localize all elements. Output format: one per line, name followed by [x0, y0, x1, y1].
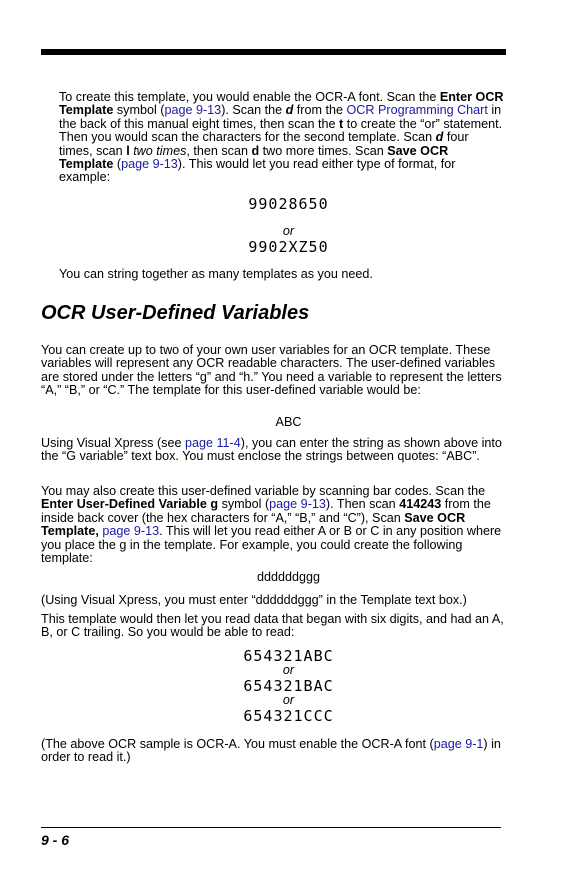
top-rule — [41, 49, 506, 55]
page-link[interactable]: page 9-13 — [102, 524, 160, 539]
variables-paragraph: You can create up to two of your own user variables for an OCR template. These variables will represent any OCR readable characters. The user-defined variables are stored under the letters “g” and “h.” You need a variable to represent the letters “A,” “B,” or “C.” The template for this user-defined variable would be: — [41, 343, 502, 398]
ocr-note-paragraph: (The above OCR sample is OCR-A. You must enable the OCR-A font (page 9-1) in order to read it.) — [41, 737, 501, 765]
ocr-chart-link[interactable]: OCR Programming Chart — [346, 103, 488, 118]
visual-xpress-note: (Using Visual Xpress, you must enter “ddddddggg” in the Template text box.) — [41, 593, 467, 607]
page-link[interactable]: page 9-1 — [433, 737, 484, 751]
page-link[interactable]: page 9-13 — [269, 497, 326, 512]
section-heading: OCR User-Defined Variables — [41, 302, 310, 324]
page-link[interactable]: page 11-4 — [184, 436, 241, 450]
page-link[interactable]: page 9-13 — [121, 157, 178, 172]
page-number: 9 - 6 — [41, 832, 70, 848]
or-text: or — [282, 663, 295, 677]
intro-paragraph: To create this template, you would enable the OCR-A font. Scan the Enter OCR Template symbol (page 9-13). Scan the d from the OCR Programming Chart in the back of this manual eight times, then scan the t to create the “or” statement. Then you would scan the characters for the second template. Scan d four times, scan l two times, then scan d two more times. Scan Save OCR Template (page 9-13). This would let you read either type of format, for example: — [59, 90, 504, 185]
ocr-example-code: 654321CCC — [243, 707, 334, 725]
string-together-text: You can string together as many templates as you need. — [59, 267, 373, 281]
ocr-example-code: 99028650 — [248, 195, 329, 213]
page-link[interactable]: page 9-13 — [164, 103, 222, 118]
or-text: or — [282, 224, 295, 238]
abc-template: ABC — [275, 415, 302, 429]
trailing-paragraph: This template would then let you read data that began with six digits, and had an A, B, or C trailing. So you would be able to read: — [41, 612, 504, 640]
visual-xpress-paragraph: Using Visual Xpress (see page 11-4), you can enter the string as shown above into the “G variable” text box. You must enclose the strings between quotes: “ABC”. — [41, 436, 502, 464]
footer-rule — [41, 827, 501, 828]
or-text: or — [282, 693, 295, 707]
ocr-example-code: 9902XZ50 — [248, 238, 329, 256]
ocr-example-code: 654321ABC — [243, 647, 334, 665]
scanning-paragraph: You may also create this user-defined variable by scanning bar codes. Scan the Enter User-Defined Variable g symbol (page 9-13). Then scan 414243 from the inside back cover (the hex characters for “A,” “B,” and “C”), Scan Save OCR Template, page 9-13. This will let you read either A or B or C in any position where you place the g in the template. For example, you could create the following template: — [41, 484, 502, 566]
ocr-example-code: 654321BAC — [243, 677, 334, 695]
template-example: ddddddggg — [256, 570, 321, 584]
